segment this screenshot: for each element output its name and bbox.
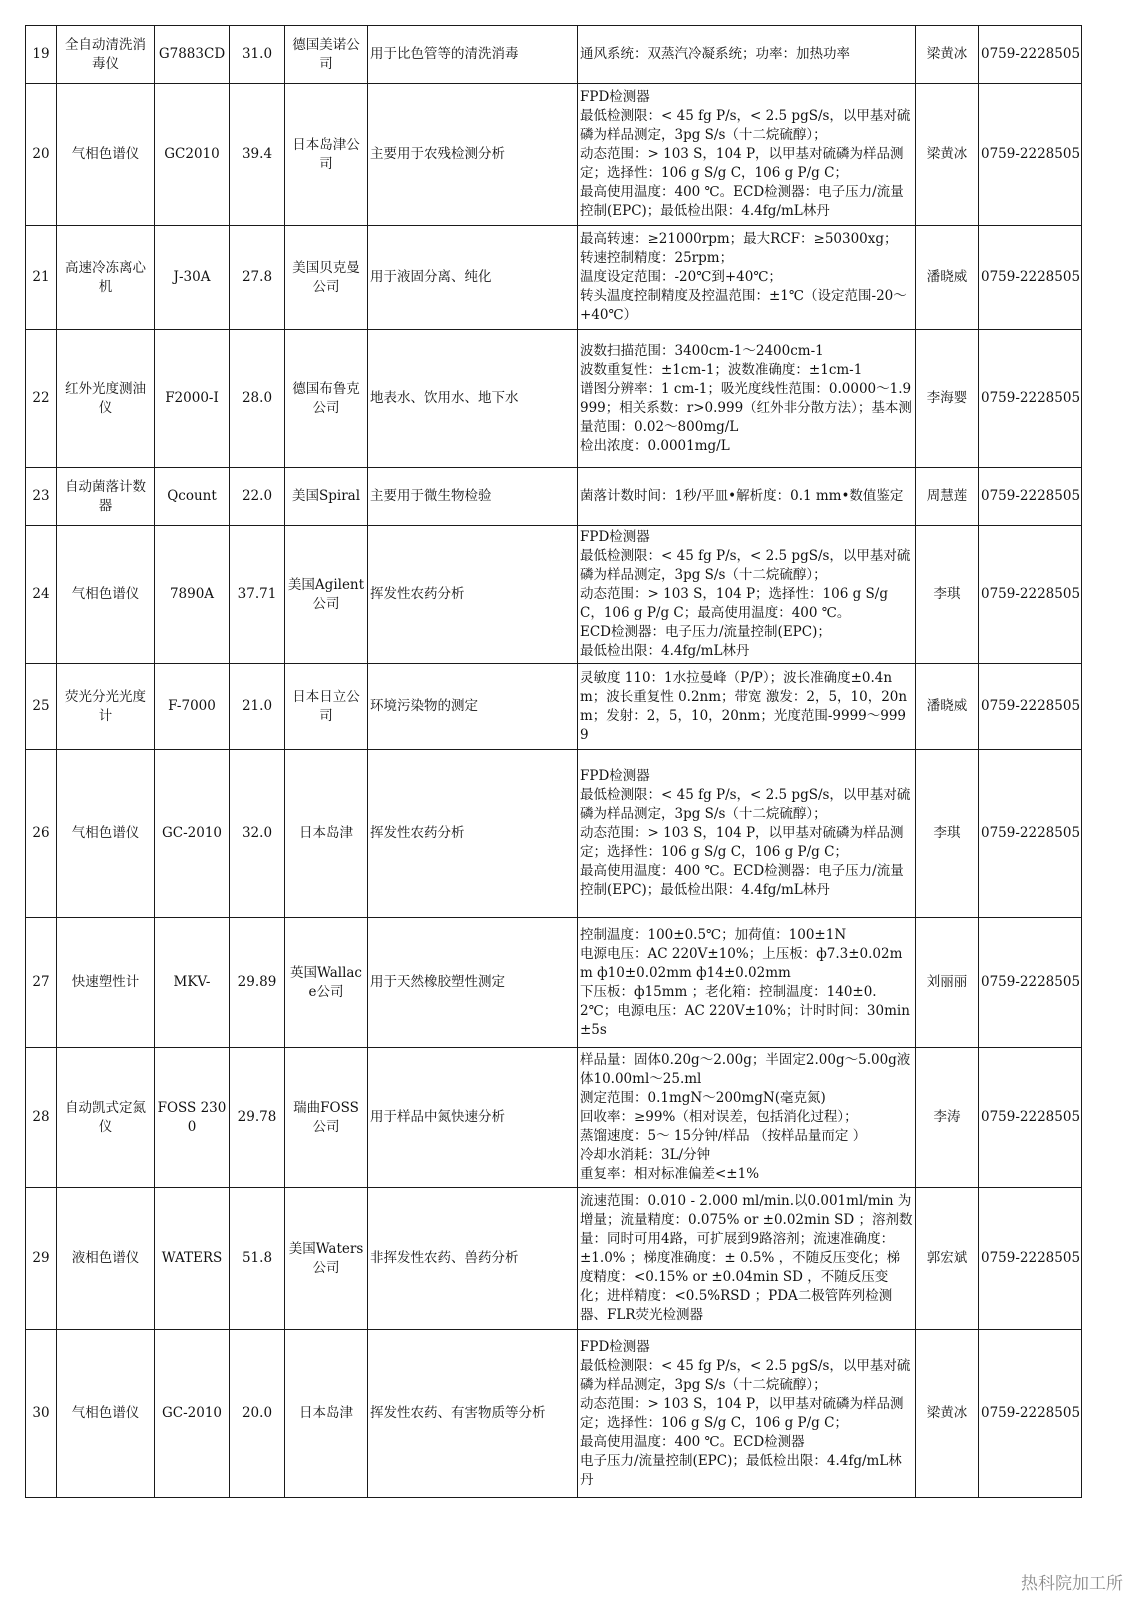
spec-line: 最高使用温度：400 ℃。ECD检测器：电子压力/流量控制(EPC)；最低检出限：4.4fg/mL林丹 <box>580 184 904 219</box>
table-row <box>26 918 1082 1048</box>
spec-line: 菌落计数时间：1秒/平皿•解析度：0.1 mm•数值鉴定 <box>580 488 904 504</box>
equipment-name-cell: 气相色谱仪 <box>57 84 155 226</box>
spec-line: FPD检测器 <box>580 768 650 784</box>
spec-line: ECD检测器：电子压力/流量控制(EPC)； <box>580 624 831 640</box>
equipment-price-cell: 27.8 <box>230 226 285 330</box>
contact-person-cell: 刘丽丽 <box>916 918 979 1048</box>
manufacturer-cell: 瑞曲FOSS公司 <box>285 1048 368 1188</box>
spec-line: 动态范围：> 103 S，104 P，以甲基对硫磷为样品测定；选择性：106 g S/g C，106 g P/g C； <box>580 146 904 181</box>
spec-line: 样品量：固体0.20g～2.00g；半固定2.00g～5.00g液体10.00ml～25.ml <box>580 1052 911 1087</box>
table-row <box>26 1048 1082 1188</box>
equipment-use-cell: 用于比色管等的清洗消毒 <box>368 26 578 84</box>
spec-line: FPD检测器 <box>580 529 650 545</box>
technical-specs-text <box>580 88 913 221</box>
spec-line: 通风系统：双蒸汽冷凝系统；功率：加热功率 <box>580 46 850 62</box>
row-number-cell: 24 <box>26 526 57 664</box>
technical-specs-text <box>580 528 913 661</box>
spec-line: 转头温度控制精度及控温范围：±1℃（设定范围-20～+40℃） <box>580 288 907 323</box>
technical-specs-cell <box>578 918 916 1048</box>
equipment-name-cell: 气相色谱仪 <box>57 526 155 664</box>
table-row <box>26 750 1082 918</box>
row-number-cell: 19 <box>26 26 57 84</box>
spec-line: 电源电压：AC 220V±10%；上压板：ф7.3±0.02mm ф10±0.02mm ф14±0.02mm <box>580 945 903 981</box>
row-number-cell: 26 <box>26 750 57 918</box>
table-row <box>26 1330 1082 1498</box>
equipment-price-cell: 37.71 <box>230 526 285 664</box>
technical-specs-cell <box>578 468 916 526</box>
technical-specs-cell <box>578 84 916 226</box>
spec-line: 最低检测限：< 45 fg P/s，< 2.5 pgS/s，以甲基对硫磷为样品测定，3pg S/s（十二烷硫醇）； <box>580 1357 911 1393</box>
equipment-use-cell: 地表水、饮用水、地下水 <box>368 330 578 468</box>
equipment-model-cell: GC-2010 <box>155 750 230 918</box>
spec-line: 最高使用温度：400 ℃。ECD检测器 <box>580 1433 805 1450</box>
table-row <box>26 26 1082 84</box>
spec-line: 温度设定范围：-20℃到+40℃； <box>580 269 782 285</box>
table-row <box>26 226 1082 330</box>
equipment-name-cell: 气相色谱仪 <box>57 750 155 918</box>
table-row <box>26 468 1082 526</box>
equipment-price-cell: 39.4 <box>230 84 285 226</box>
manufacturer-cell: 英国Wallace公司 <box>285 918 368 1048</box>
spec-line: 下压板：ф15mm ；老化箱：控制温度：140±0.2℃；电源电压：AC 220V±10%；计时时间：30min±5s <box>580 983 910 1038</box>
spec-line: 最高转速：≥21000rpm；最大RCF：≥50300xg； <box>580 231 898 247</box>
row-number-cell: 29 <box>26 1188 57 1330</box>
spec-line: 测定范围：0.1mgN～200mgN(毫克氮) <box>580 1090 826 1106</box>
equipment-name-cell: 自动凯式定氮仪 <box>57 1048 155 1188</box>
equipment-table-sheet <box>25 25 1081 1498</box>
contact-phone-cell: 0759-2228505 <box>979 468 1082 526</box>
equipment-use-cell: 主要用于农残检测分析 <box>368 84 578 226</box>
contact-phone-cell: 0759-2228505 <box>979 1330 1082 1498</box>
manufacturer-cell: 日本岛津公司 <box>285 84 368 226</box>
technical-specs-text <box>580 342 913 456</box>
spec-line: 动态范围：> 103 S，104 P，以甲基对硫磷为样品测定；选择性：106 g S/g C，106 g P/g C； <box>580 1395 904 1431</box>
table-row <box>26 526 1082 664</box>
equipment-name-cell: 自动菌落计数器 <box>57 468 155 526</box>
contact-person-cell: 梁黄冰 <box>916 26 979 84</box>
equipment-model-cell: F2000-I <box>155 330 230 468</box>
spec-line: 灵敏度 110：1水拉曼峰（P/P）；波长准确度±0.4nm；波长重复性 0.2nm；带宽 激发：2，5，10，20nm；发射：2，5，10，20nm；光度范围-9999～9999 <box>580 669 908 743</box>
equipment-use-cell: 环境污染物的测定 <box>368 664 578 750</box>
contact-phone-cell: 0759-2228505 <box>979 26 1082 84</box>
row-number-cell: 25 <box>26 664 57 750</box>
contact-person-cell: 潘晓威 <box>916 664 979 750</box>
row-number-cell: 30 <box>26 1330 57 1498</box>
contact-person-cell: 梁黄冰 <box>916 84 979 226</box>
technical-specs-text <box>580 487 913 506</box>
equipment-use-cell: 挥发性农药、有害物质等分析 <box>368 1330 578 1498</box>
row-number-cell: 20 <box>26 84 57 226</box>
spec-line: 最低检测限：< 45 fg P/s，< 2.5 pgS/s，以甲基对硫磷为样品测定，3pg S/s（十二烷硫醇）； <box>580 787 911 822</box>
equipment-model-cell: J-30A <box>155 226 230 330</box>
row-number-cell: 28 <box>26 1048 57 1188</box>
equipment-price-cell: 28.0 <box>230 330 285 468</box>
manufacturer-cell: 美国Spiral <box>285 468 368 526</box>
equipment-price-cell: 32.0 <box>230 750 285 918</box>
technical-specs-cell <box>578 26 916 84</box>
equipment-model-cell: WATERS <box>155 1188 230 1330</box>
technical-specs-text <box>580 767 913 900</box>
contact-phone-cell: 0759-2228505 <box>979 84 1082 226</box>
spec-line: 动态范围：> 103 S，104 P，以甲基对硫磷为样品测定；选择性：106 g S/g C，106 g P/g C； <box>580 825 904 860</box>
equipment-use-cell: 挥发性农药分析 <box>368 750 578 918</box>
equipment-model-cell: FOSS 2300 <box>155 1048 230 1188</box>
equipment-price-cell: 31.0 <box>230 26 285 84</box>
contact-phone-cell: 0759-2228505 <box>979 526 1082 664</box>
watermark-text: 热科院加工所 <box>1021 1574 1123 1594</box>
technical-specs-text <box>580 1051 913 1184</box>
manufacturer-cell: 美国Waters公司 <box>285 1188 368 1330</box>
spec-line: 重复率：相对标准偏差<±1% <box>580 1166 760 1182</box>
contact-person-cell: 李海婴 <box>916 330 979 468</box>
equipment-name-cell: 液相色谱仪 <box>57 1188 155 1330</box>
spec-line: 回收率：≥99%（相对误差，包括消化过程）； <box>580 1109 858 1125</box>
technical-specs-cell <box>578 526 916 664</box>
technical-specs-text <box>580 1192 913 1325</box>
manufacturer-cell: 日本岛津 <box>285 750 368 918</box>
technical-specs-text <box>580 669 913 745</box>
technical-specs-cell <box>578 226 916 330</box>
contact-person-cell: 梁黄冰 <box>916 1330 979 1498</box>
technical-specs-cell <box>578 664 916 750</box>
equipment-table <box>25 25 1082 1498</box>
spec-line: 检出浓度：0.0001mg/L <box>580 437 730 454</box>
contact-phone-cell: 0759-2228505 <box>979 1188 1082 1330</box>
row-number-cell: 21 <box>26 226 57 330</box>
equipment-price-cell: 51.8 <box>230 1188 285 1330</box>
table-row <box>26 1188 1082 1330</box>
equipment-model-cell: 7890A <box>155 526 230 664</box>
manufacturer-cell: 日本日立公司 <box>285 664 368 750</box>
technical-specs-text <box>580 926 913 1040</box>
equipment-name-cell: 快速塑性计 <box>57 918 155 1048</box>
technical-specs-cell <box>578 1330 916 1498</box>
contact-phone-cell: 0759-2228505 <box>979 1048 1082 1188</box>
contact-phone-cell: 0759-2228505 <box>979 226 1082 330</box>
manufacturer-cell: 德国美诺公司 <box>285 26 368 84</box>
equipment-name-cell: 高速冷冻离心机 <box>57 226 155 330</box>
equipment-use-cell: 用于样品中氮快速分析 <box>368 1048 578 1188</box>
spec-line: 动态范围：> 103 S，104 P；选择性：106 g S/g C，106 g P/g C；最高使用温度：400 ℃。 <box>580 586 888 621</box>
contact-person-cell: 李涛 <box>916 1048 979 1188</box>
spec-line: 流速范围：0.010 - 2.000 ml/min.以0.001ml/min 为增量；流量精度：0.075% or ±0.02min SD ；溶剂数量：同时可用4路，可扩展到9路溶剂；流速准确度：±1.0% ；梯度准确度：± 0.5% ，不随反压变化；梯度精度：<0.15% or ±0.04min SD ，不随反压变化；进样精度：<0.5%RSD ；PDA二极管阵列检测器、FLR荧光检测器 <box>580 1193 913 1323</box>
spec-line: FPD检测器 <box>580 1338 650 1355</box>
equipment-use-cell: 用于天然橡胶塑性测定 <box>368 918 578 1048</box>
technical-specs-cell <box>578 330 916 468</box>
technical-specs-text <box>580 45 913 64</box>
equipment-use-cell: 主要用于微生物检验 <box>368 468 578 526</box>
contact-person-cell: 周慧莲 <box>916 468 979 526</box>
equipment-use-cell: 用于液固分离、纯化 <box>368 226 578 330</box>
spec-line: 冷却水消耗：3L/分钟 <box>580 1147 711 1163</box>
spec-line: 最低检出限：4.4fg/mL林丹 <box>580 643 750 659</box>
equipment-use-cell: 挥发性农药分析 <box>368 526 578 664</box>
equipment-table-body <box>26 26 1082 1498</box>
manufacturer-cell: 美国Agilent公司 <box>285 526 368 664</box>
spec-line: 电子压力/流量控制(EPC)；最低检出限：4.4fg/mL林丹 <box>580 1452 902 1488</box>
spec-line: 最高使用温度：400 ℃。ECD检测器：电子压力/流量控制(EPC)；最低检出限：4.4fg/mL林丹 <box>580 863 904 898</box>
equipment-name-cell: 荧光分光光度计 <box>57 664 155 750</box>
equipment-price-cell: 29.78 <box>230 1048 285 1188</box>
equipment-name-cell: 全自动清洗消毒仪 <box>57 26 155 84</box>
table-row <box>26 330 1082 468</box>
contact-person-cell: 李琪 <box>916 526 979 664</box>
contact-phone-cell: 0759-2228505 <box>979 330 1082 468</box>
contact-phone-cell: 0759-2228505 <box>979 664 1082 750</box>
technical-specs-cell <box>578 1048 916 1188</box>
manufacturer-cell: 德国布鲁克公司 <box>285 330 368 468</box>
spec-line: 转速控制精度：25rpm； <box>580 250 734 266</box>
equipment-price-cell: 21.0 <box>230 664 285 750</box>
spec-line: 蒸馏速度：5～ 15分钟/样品 （按样品量而定 ） <box>580 1128 867 1144</box>
equipment-model-cell: GC-2010 <box>155 1330 230 1498</box>
equipment-name-cell: 气相色谱仪 <box>57 1330 155 1498</box>
equipment-name-cell: 红外光度测油仪 <box>57 330 155 468</box>
equipment-model-cell: GC2010 <box>155 84 230 226</box>
contact-person-cell: 李琪 <box>916 750 979 918</box>
equipment-price-cell: 20.0 <box>230 1330 285 1498</box>
spec-line: 波数扫描范围：3400cm-1～2400cm-1 <box>580 342 824 359</box>
equipment-model-cell: G7883CD <box>155 26 230 84</box>
row-number-cell: 23 <box>26 468 57 526</box>
spec-line: 波数重复性：±1cm-1；波数准确度：±1cm-1 <box>580 361 863 378</box>
spec-line: 最低检测限：< 45 fg P/s，< 2.5 pgS/s，以甲基对硫磷为样品测定，3pg S/s（十二烷硫醇）； <box>580 108 911 143</box>
technical-specs-cell <box>578 1188 916 1330</box>
spec-line: 控制温度：100±0.5℃；加荷值：100±1N <box>580 926 847 943</box>
manufacturer-cell: 美国贝克曼公司 <box>285 226 368 330</box>
spec-line: 最低检测限：< 45 fg P/s，< 2.5 pgS/s，以甲基对硫磷为样品测定，3pg S/s（十二烷硫醇）； <box>580 548 911 583</box>
contact-person-cell: 郭宏斌 <box>916 1188 979 1330</box>
equipment-price-cell: 29.89 <box>230 918 285 1048</box>
row-number-cell: 27 <box>26 918 57 1048</box>
equipment-price-cell: 22.0 <box>230 468 285 526</box>
contact-person-cell: 潘晓威 <box>916 226 979 330</box>
contact-phone-cell: 0759-2228505 <box>979 750 1082 918</box>
contact-phone-cell: 0759-2228505 <box>979 918 1082 1048</box>
table-row <box>26 84 1082 226</box>
technical-specs-text <box>580 230 913 325</box>
equipment-model-cell: MKV- <box>155 918 230 1048</box>
manufacturer-cell: 日本岛津 <box>285 1330 368 1498</box>
table-row <box>26 664 1082 750</box>
equipment-use-cell: 非挥发性农药、兽药分析 <box>368 1188 578 1330</box>
equipment-model-cell: F-7000 <box>155 664 230 750</box>
spec-line: FPD检测器 <box>580 89 650 105</box>
equipment-model-cell: Qcount <box>155 468 230 526</box>
technical-specs-cell <box>578 750 916 918</box>
row-number-cell: 22 <box>26 330 57 468</box>
spec-line: 谱图分辨率：1 cm-1；吸光度线性范围：0.0000～1.9999；相关系数：r>0.999（红外非分散方法）；基本测量范围：0.02～800mg/L <box>580 380 912 435</box>
technical-specs-text <box>580 1338 913 1490</box>
